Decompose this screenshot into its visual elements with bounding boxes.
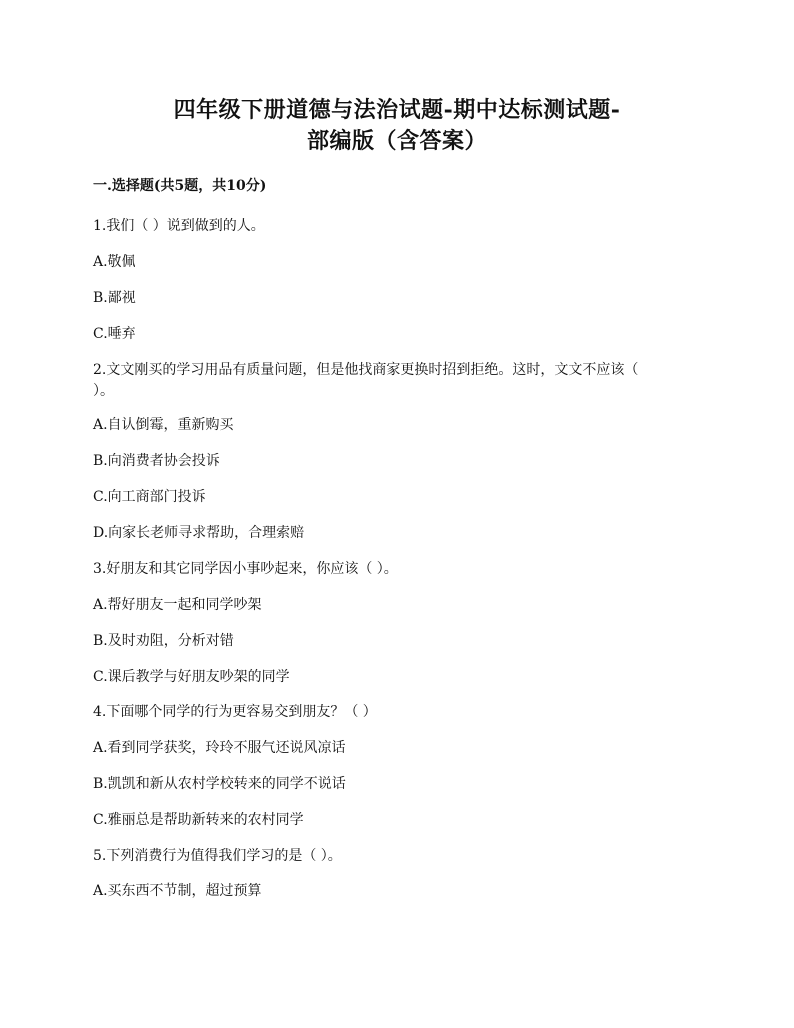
question-4-option-c: C.雅丽总是帮助新转来的农村同学 (93, 812, 304, 828)
question-1-option-a: A.敬佩 (93, 254, 136, 270)
question-5-option-a: A.买东西不节制，超过预算 (93, 883, 262, 899)
question-4-option-a: A.看到同学获奖，玲玲不服气还说风凉话 (93, 740, 346, 756)
question-2-option-c: C.向工商部门投诉 (93, 489, 206, 505)
question-3-option-c: C.课后教学与好朋友吵架的同学 (93, 669, 290, 685)
question-2-option-b: B.向消费者协会投诉 (93, 453, 220, 469)
document-title-line1: 四年级下册道德与法治试题-期中达标测试题- (173, 97, 621, 123)
question-5-stem: 5.下列消费行为值得我们学习的是（ ）。 (93, 848, 342, 864)
question-1-option-c: C.唾弃 (93, 326, 136, 342)
question-4-option-b: B.凯凯和新从农村学校转来的同学不说话 (93, 776, 346, 792)
question-2-stem-line1: 2.文文刚买的学习用品有质量问题，但是他找商家更换时招到拒绝。这时，文文不应该（ (93, 362, 639, 378)
document-title-line2: 部编版（含答案） (306, 128, 487, 154)
section-heading: 一.选择题(共5题，共10分) (93, 178, 267, 194)
question-1-stem: 1.我们（ ）说到做到的人。 (93, 218, 265, 234)
question-2-option-a: A.自认倒霉，重新购买 (93, 417, 234, 433)
question-4-stem: 4.下面哪个同学的行为更容易交到朋友？（ ） (93, 704, 377, 720)
question-3-option-b: B.及时劝阻，分析对错 (93, 633, 234, 649)
question-2-stem-line2: ）。 (93, 383, 114, 399)
question-2-option-d: D.向家长老师寻求帮助，合理索赔 (93, 525, 305, 541)
question-3-option-a: A.帮好朋友一起和同学吵架 (93, 597, 262, 613)
question-3-stem: 3.好朋友和其它同学因小事吵起来，你应该（ ）。 (93, 561, 398, 577)
question-1-option-b: B.鄙视 (93, 290, 136, 306)
